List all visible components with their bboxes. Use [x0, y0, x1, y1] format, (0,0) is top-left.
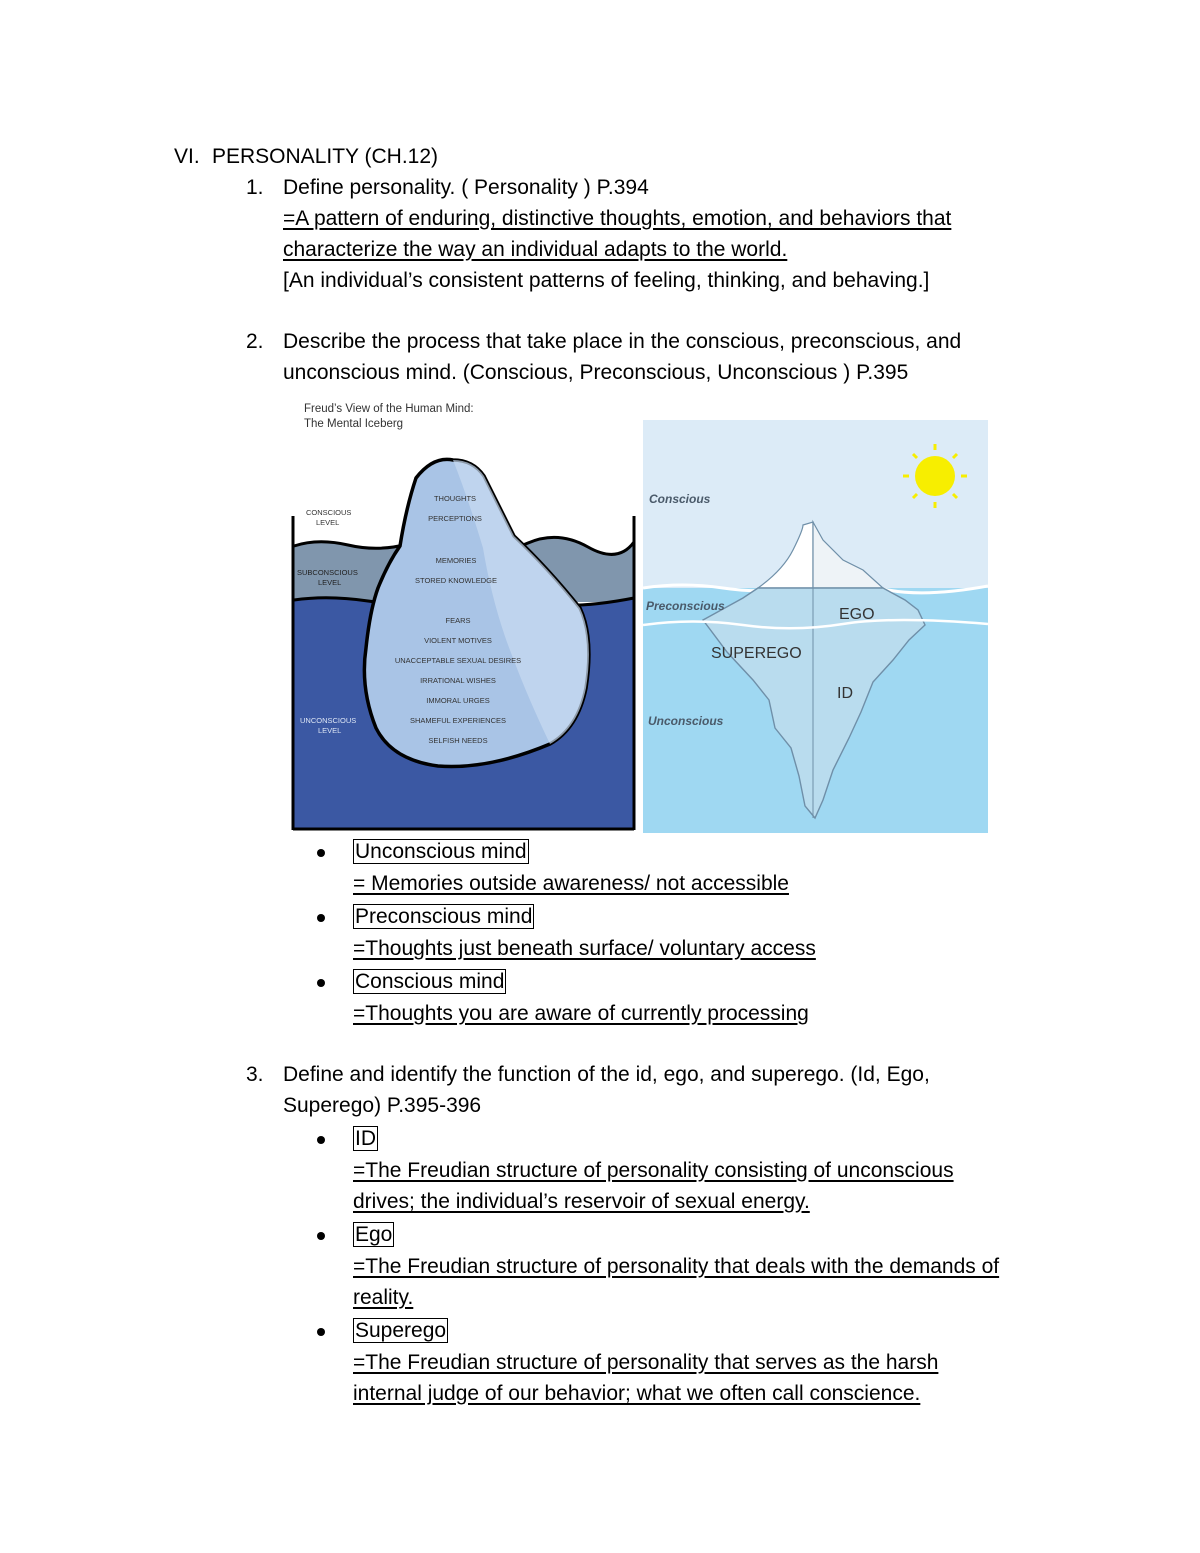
ego-definition-line2: reality. [353, 1286, 414, 1309]
ego-label: EGO [839, 606, 875, 623]
q3-number: 3. [246, 1063, 264, 1086]
deep-label-immoral-urges: IMMORAL URGES [426, 696, 490, 705]
bullet-dot [317, 979, 325, 987]
unconscious-level-label-1: UNCONSCIOUS [300, 716, 357, 725]
deep-label-irrational-wishes: IRRATIONAL WISHES [420, 676, 496, 685]
preconscious-label: Preconscious [646, 599, 725, 613]
middle-label-stored-knowledge: STORED KNOWLEDGE [415, 576, 497, 585]
q1-number: 1. [246, 176, 264, 199]
q1-answer-line2: characterize the way an individual adapts to the world. [283, 238, 788, 261]
q2-number: 2. [246, 330, 264, 353]
iceberg-title-line1: Freud’s View of the Human Mind: [304, 403, 474, 415]
id-definition-line1: =The Freudian structure of personality consisting of unconscious [353, 1159, 954, 1182]
tip-label-thoughts: THOUGHTS [433, 494, 477, 503]
deep-label-shameful-experiences: SHAMEFUL EXPERIENCES [410, 716, 506, 725]
deep-label-violent-motives: VIOLENT MOTIVES [424, 636, 492, 645]
id-term: ID [355, 1127, 376, 1150]
deep-label-fears: FEARS [445, 616, 471, 625]
tip-label-perceptions: PERCEPTIONS [428, 514, 482, 523]
section-title: PERSONALITY (CH.12) [212, 145, 439, 168]
ego-term: Ego [355, 1223, 393, 1246]
bullet-dot [317, 1232, 325, 1240]
superego-definition-line1: =The Freudian structure of personality that serves as the harsh [353, 1351, 939, 1374]
q3-question-line1: Define and identify the function of the id, ego, and superego. (Id, Ego, [283, 1063, 930, 1086]
superego-label: SUPEREGO [711, 645, 802, 662]
superego-definition-line2: internal judge of our behavior; what we often call conscience. [353, 1382, 921, 1405]
preconscious-mind-term: Preconscious mind [355, 905, 533, 928]
bullet-dot [317, 914, 325, 922]
q3-question-line2: Superego) P.395-396 [283, 1094, 482, 1117]
bullet-dot [317, 1136, 325, 1144]
conscious-label: Conscious [649, 492, 711, 506]
q2-question-line1: Describe the process that take place in the conscious, preconscious, and [283, 330, 962, 353]
unconscious-mind-term: Unconscious mind [355, 840, 527, 863]
id-ego-superego-figure [643, 420, 988, 833]
conscious-level-label-2: LEVEL [316, 518, 340, 527]
iceberg-title-line2: The Mental Iceberg [304, 418, 404, 430]
unconscious-level-label-2: LEVEL [318, 726, 342, 735]
conscious-mind-definition: =Thoughts you are aware of currently processing [353, 1002, 809, 1025]
id-definition-line2: drives; the individual’s reservoir of sexual energy. [353, 1190, 810, 1213]
q1-question: Define personality. ( Personality ) P.394 [283, 176, 649, 199]
id-label: ID [837, 685, 853, 702]
preconscious-mind-definition: =Thoughts just beneath surface/ voluntary access [353, 937, 816, 960]
section-number: VI. [174, 145, 200, 168]
q2-question-line2: unconscious mind. (Conscious, Preconscious, Unconscious ) P.395 [283, 361, 909, 384]
bullet-dot [317, 849, 325, 857]
bullet-dot [317, 1328, 325, 1336]
deep-label-unacceptable-desires: UNACCEPTABLE SEXUAL DESIRES [394, 656, 522, 665]
deep-label-selfish-needs: SELFISH NEEDS [428, 736, 488, 745]
q1-answer-line1: =A pattern of enduring, distinctive thoughts, emotion, and behaviors that [283, 207, 952, 230]
conscious-mind-term: Conscious mind [355, 970, 505, 993]
middle-label-memories: MEMORIES [435, 556, 477, 565]
subconscious-level-label-2: LEVEL [318, 578, 342, 587]
subconscious-level-label-1: SUBCONSCIOUS [297, 568, 358, 577]
conscious-level-label-1: CONSCIOUS [306, 508, 352, 517]
q1-note: [An individual’s consistent patterns of feeling, thinking, and behaving.] [283, 269, 930, 292]
unconscious-label: Unconscious [648, 714, 724, 728]
superego-term: Superego [355, 1319, 447, 1342]
unconscious-mind-definition: = Memories outside awareness/ not accessible [353, 872, 789, 895]
mental-iceberg-figure [288, 398, 640, 834]
ego-definition-line1: =The Freudian structure of personality that deals with the demands of [353, 1255, 1000, 1278]
